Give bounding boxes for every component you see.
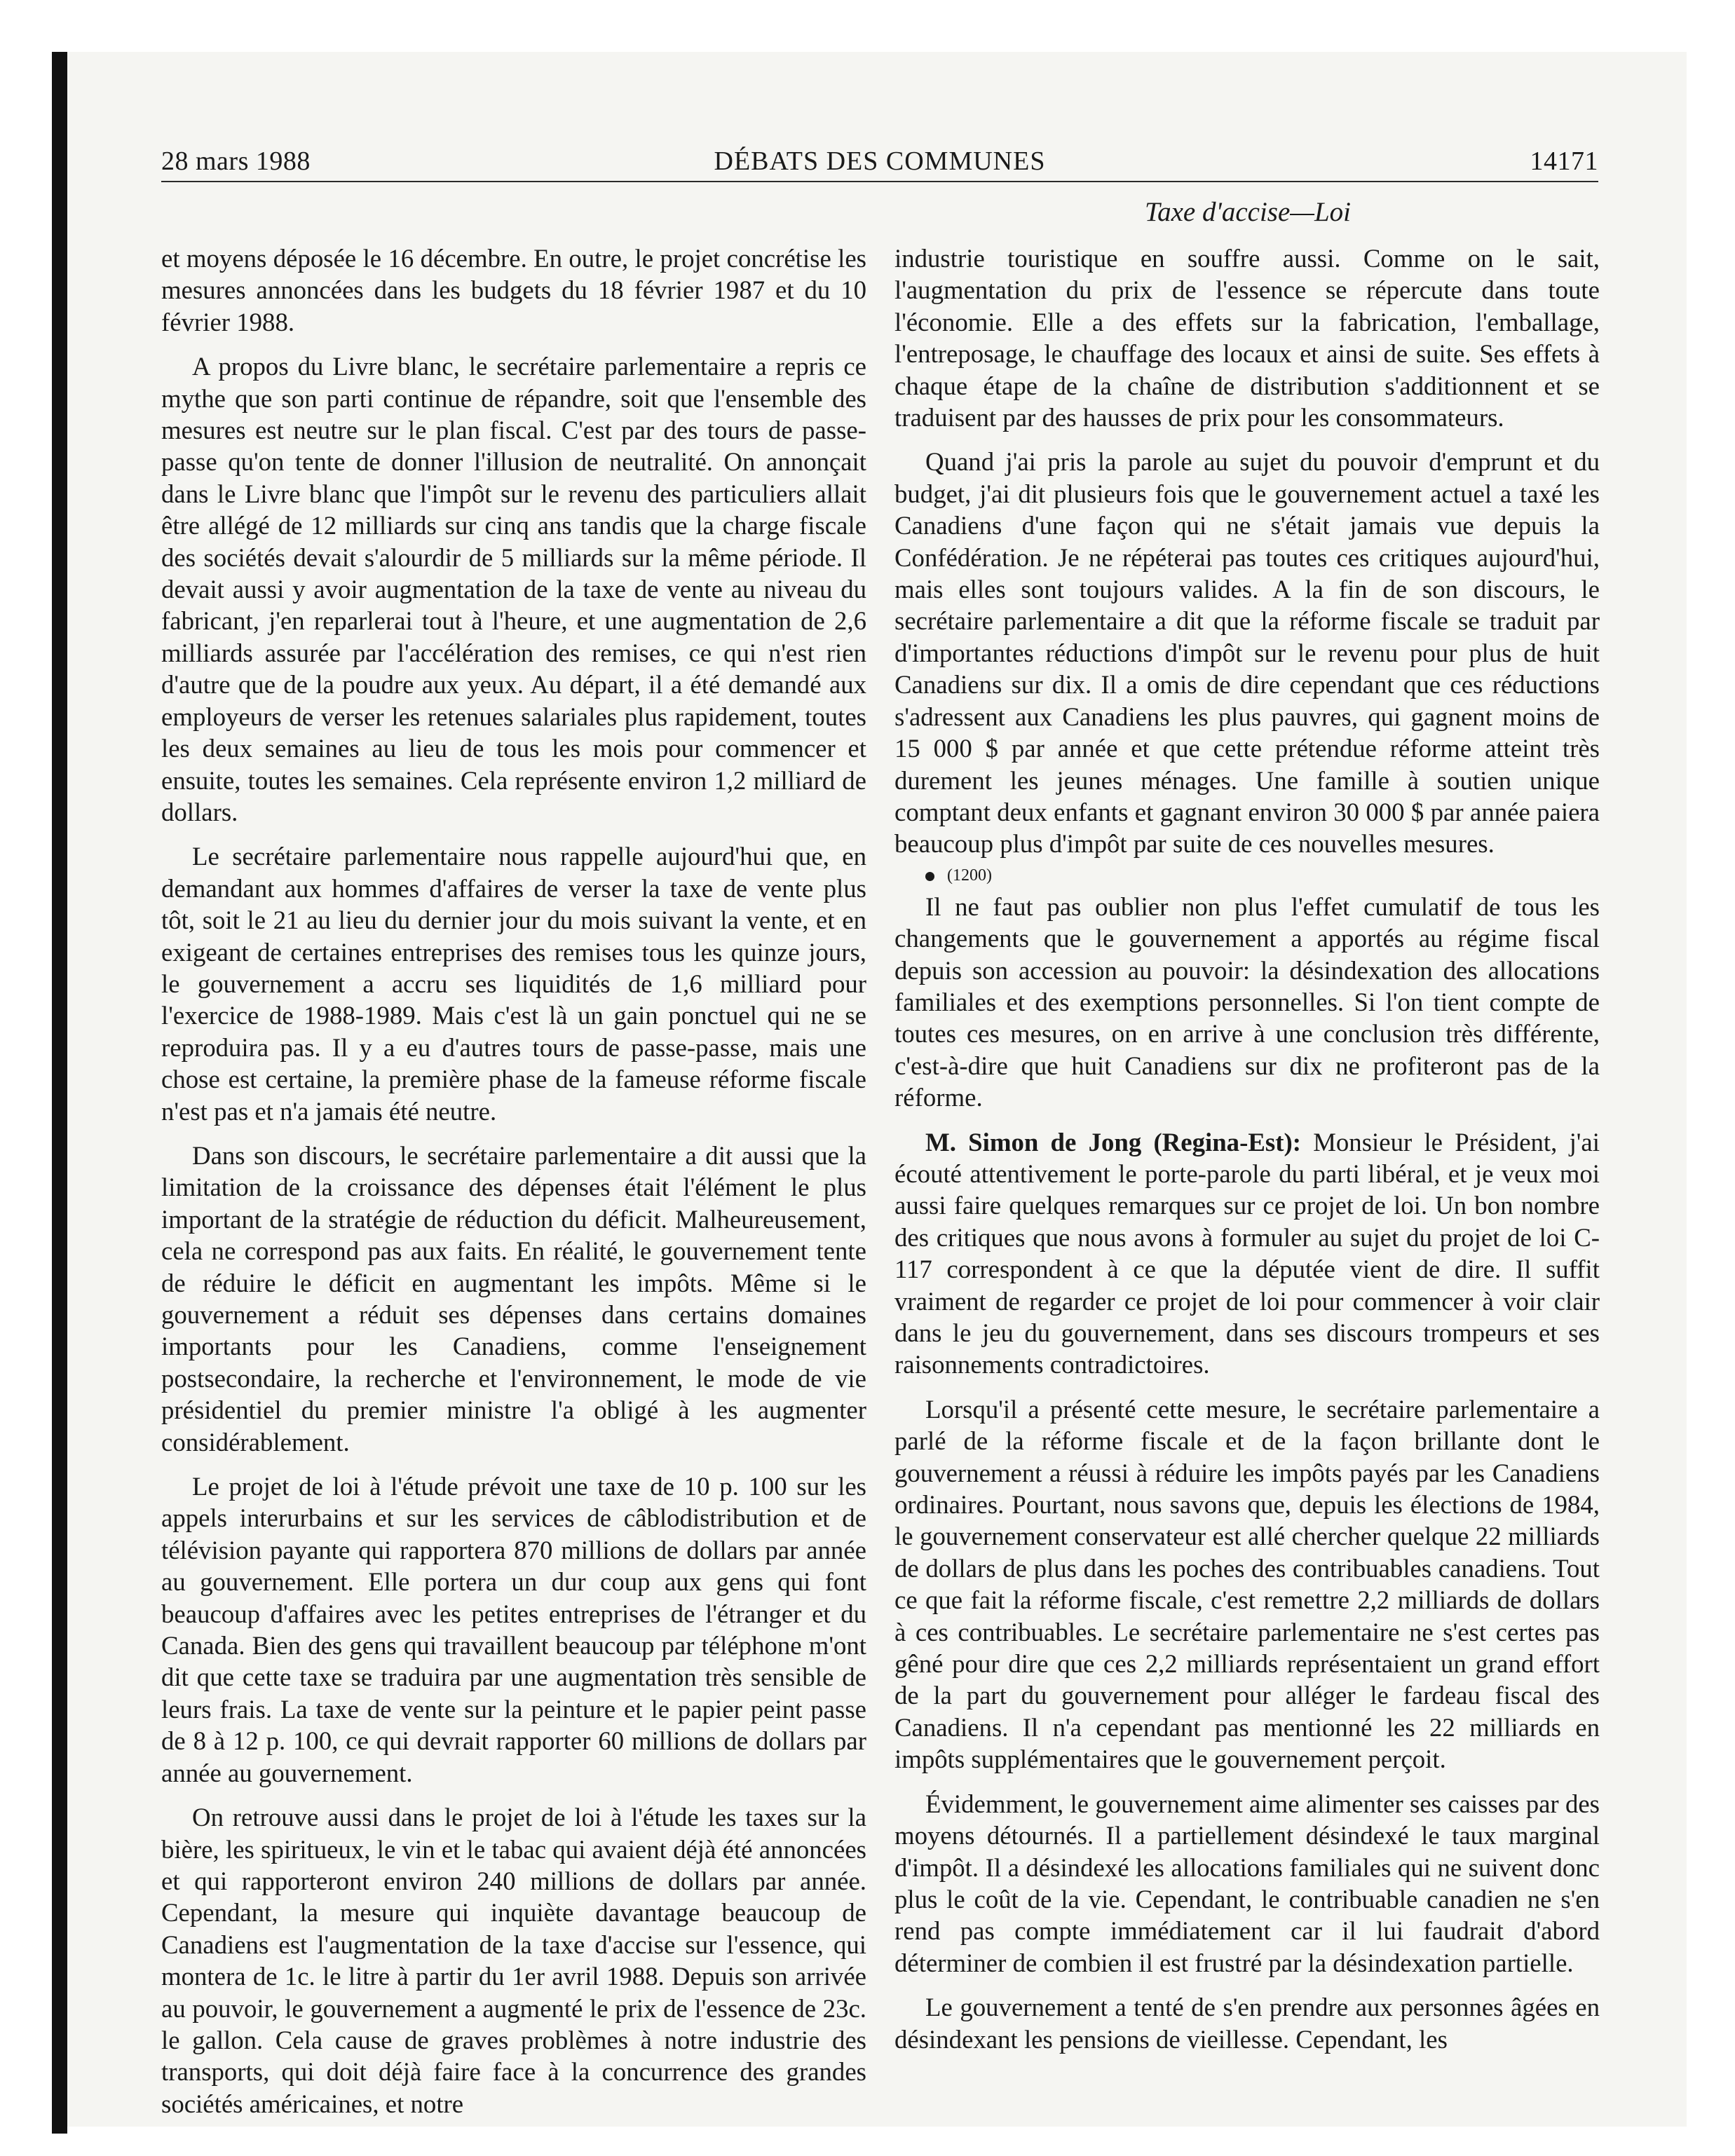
header-page-number: 14171 [1530,146,1598,176]
left-column [161,243,866,2120]
speech-text: Monsieur le Président, j'ai écouté attentivement le porte-parole du parti libéral, et je veux moi aussi faire quelques remarques sur ce projet de loi. Un bon nombre des critiques que nous avons à formuler au sujet du projet de loi C-117 correspondent à ce que la députée vient de dire. Il suffit vraiment de regarder ce projet de loi pour commencer à voir clair dans le jeu du gouvernement, dans ses discours trompeurs et ses raisonnements contradictoires. [894,1127,1600,1379]
header-publication: DÉBATS DES COMMUNES [714,146,1046,176]
paragraph: A propos du Livre blanc, le secrétaire parlementaire a repris ce mythe que son parti continue de répandre, soit que l'ensemble des mesures est neutre sur le plan fiscal. C'est par des tours de passe-passe qu'on tente de donner l'illusion de neutralité. On annonçait dans le Livre blanc que l'impôt sur le revenu des particuliers allait être allégé de 12 milliards sur cinq ans tandis que la charge fiscale des sociétés devait s'alourdir de 5 milliards sur la même période. Il devait aussi y avoir augmentation de la taxe de vente au niveau du fabricant, j'en reparlerai tout à l'heure, et une augmentation de 2,6 milliards assurée par l'accélération des remises, ce qui n'est rien d'autre que de la poudre aux yeux. Au départ, il a été demandé aux employeurs de verser les retenues salariales plus rapidement, toutes les deux semaines au lieu de tous les mois pour commencer et ensuite, toutes les semaines. Cela représente environ 1,2 milliard de dollars. [161,352,866,826]
speech-paragraph [894,1126,1600,1381]
time-marker-text: (1200) [947,866,992,885]
running-header [161,146,1598,182]
paragraph: Le secrétaire parlementaire nous rappelle aujourd'hui que, en demandant aux hommes d'affaires de verser la taxe de vente plus tôt, soit le 21 au lieu du dernier jour du mois suivant la vente, et en exigeant de certaines entreprises des remises tous les quinze jours, le gouvernement a accru ses liquidités de 1,6 milliard pour l'exercice de 1988-1989. Mais c'est là un gain ponctuel qui ne se reproduira pas. Il y a eu d'autres tours de passe-passe, mais une chose est certaine, la première phase de la fameuse réforme fiscale n'est pas et n'a jamais été neutre. [161,842,866,1126]
paragraph: et moyens déposée le 16 décembre. En outre, le projet concrétise les mesures annoncées dans les budgets du 18 février 1987 et du 10 février 1988. [161,244,866,336]
subject-heading: Taxe d'accise—Loi [1145,197,1351,227]
right-column [894,243,1600,2055]
time-marker [894,860,1600,891]
paragraph: industrie touristique en souffre aussi. Comme on le sait, l'augmentation du prix de l'essence se répercute dans toute l'économie. Elle a des effets sur la fabrication, l'emballage, l'entreposage, le chauffage des locaux et ainsi de suite. Ses effets à chaque étape de la chaîne de distribution s'additionnent et se traduisent par des hausses de prix pour les consommateurs. [894,244,1600,432]
paragraph: Il ne faut pas oublier non plus l'effet cumulatif de tous les changements que le gouvernement a apportés au régime fiscal depuis son accession au pouvoir: la désindexation des allocations familiales et des exemptions personnelles. Si l'on tient compte de toutes ces mesures, on en arrive à une conclusion très différente, c'est-à-dire que huit Canadiens sur dix ne profiteront pas de la réforme. [894,892,1600,1112]
header-rule [161,181,1598,182]
paragraph: Évidemment, le gouvernement aime alimenter ses caisses par des moyens détournés. Il a partiellement désindexé le taux marginal d'impôt. Il a désindexé les allocations familiales qui ne suivent donc plus le coût de la vie. Cependant, le contribuable canadien ne s'en rend pas compte immédiatement car il lui faudrait d'abord déterminer de combien il est frustré par la désindexation partielle. [894,1789,1600,1977]
paragraph: Quand j'ai pris la parole au sujet du pouvoir d'emprunt et du budget, j'ai dit plusieurs fois que le gouvernement actuel a taxé les Canadiens d'une façon qui ne s'était jamais vue depuis la Confédération. Je ne répéterai pas toutes ces critiques aujourd'hui, mais elles sont toujours valides. A la fin de son discours, le secrétaire parlementaire a dit que la réforme fiscale se traduit par d'importantes réductions d'impôt sur le revenu pour plus de huit Canadiens sur dix. Il a omis de dire cependant que ces réductions s'adressent aux Canadiens les plus pauvres, qui gagnent moins de 15 000 $ par année et que cette prétendue réforme atteint très durement les jeunes ménages. Une famille à soutien unique comptant deux enfants et gagnant environ 30 000 $ par année paiera beaucoup plus d'impôt par suite de ces nouvelles mesures. [894,447,1600,859]
paragraph: Lorsqu'il a présenté cette mesure, le secrétaire parlementaire a parlé de la réforme fiscale et de la façon brillante dont le gouvernement a réussi à réduire les impôts payés par les Canadiens ordinaires. Pourtant, nous savons que, depuis les élections de 1984, le gouvernement conservateur est allé chercher quelque 22 milliards de dollars de plus dans les poches des contribuables canadiens. Tout ce que fait la réforme fiscale, c'est remettre 2,2 milliards de dollars à ces contribuables. Le secrétaire parlementaire ne s'est certes pas gêné pour dire que ces 2,2 milliards représentaient un grand effort de la part du gouvernement pour alléger le fardeau fiscal des Canadiens. Il n'a cependant pas mentionné les 22 milliards en impôts supplémentaires que le gouvernement perçoit. [894,1394,1600,1774]
paragraph: On retrouve aussi dans le projet de loi à l'étude les taxes sur la bière, les spiritueux, le vin et le tabac qui avaient déjà été annoncées et qui rapporteront environ 240 millions de dollars par année. Cependant, la mesure qui inquiète davantage beaucoup de Canadiens est l'augmentation de la taxe d'accise sur l'essence, qui montera de 1c. le litre à partir du 1er avril 1988. Depuis son arrivée au pouvoir, le gouvernement a augmenté le prix de l'essence de 23c. le gallon. Cela cause de graves problèmes à notre industrie des transports, qui doit déjà faire face à la concurrence des grandes sociétés américaines, et notre [161,1803,866,2118]
speaker-name: M. Simon de Jong (Regina-Est): [925,1127,1301,1157]
bullet-icon [925,872,934,881]
scan-binding-shadow [52,52,67,2134]
paragraph: Le projet de loi à l'étude prévoit une taxe de 10 p. 100 sur les appels interurbains et sur les services de câblodistribution et de télévision payante qui rapportera 870 millions de dollars par année au gouvernement. Elle portera un dur coup aux gens qui font beaucoup d'affaires avec les petites entreprises de l'étranger et du Canada. Bien des gens qui travaillent beaucoup par téléphone m'ont dit que cette taxe se traduira par une augmentation très sensible de leurs frais. La taxe de vente sur la peinture et le papier peint passe de 8 à 12 p. 100, ce qui devrait rapporter 60 millions de dollars par année au gouvernement. [161,1472,866,1787]
paragraph: Le gouvernement a tenté de s'en prendre aux personnes âgées en désindexant les pensions de vieillesse. Cependant, les [894,1993,1600,2054]
header-date: 28 mars 1988 [161,146,311,176]
paragraph: Dans son discours, le secrétaire parlementaire a dit aussi que la limitation de la croissance des dépenses était l'élément le plus important de la stratégie de réduction du déficit. Malheureusement, cela ne correspond pas aux faits. En réalité, le gouvernement tente de réduire le déficit en augmentant les impôts. Même si le gouvernement a réduit ses dépenses dans certains domaines importants pour les Canadiens, comme l'enseignement postsecondaire, la recherche et l'environnement, le mode de vie présidentiel du premier ministre l'a obligé à les augmenter considérablement. [161,1140,866,1456]
scan-margin [0,0,56,2156]
